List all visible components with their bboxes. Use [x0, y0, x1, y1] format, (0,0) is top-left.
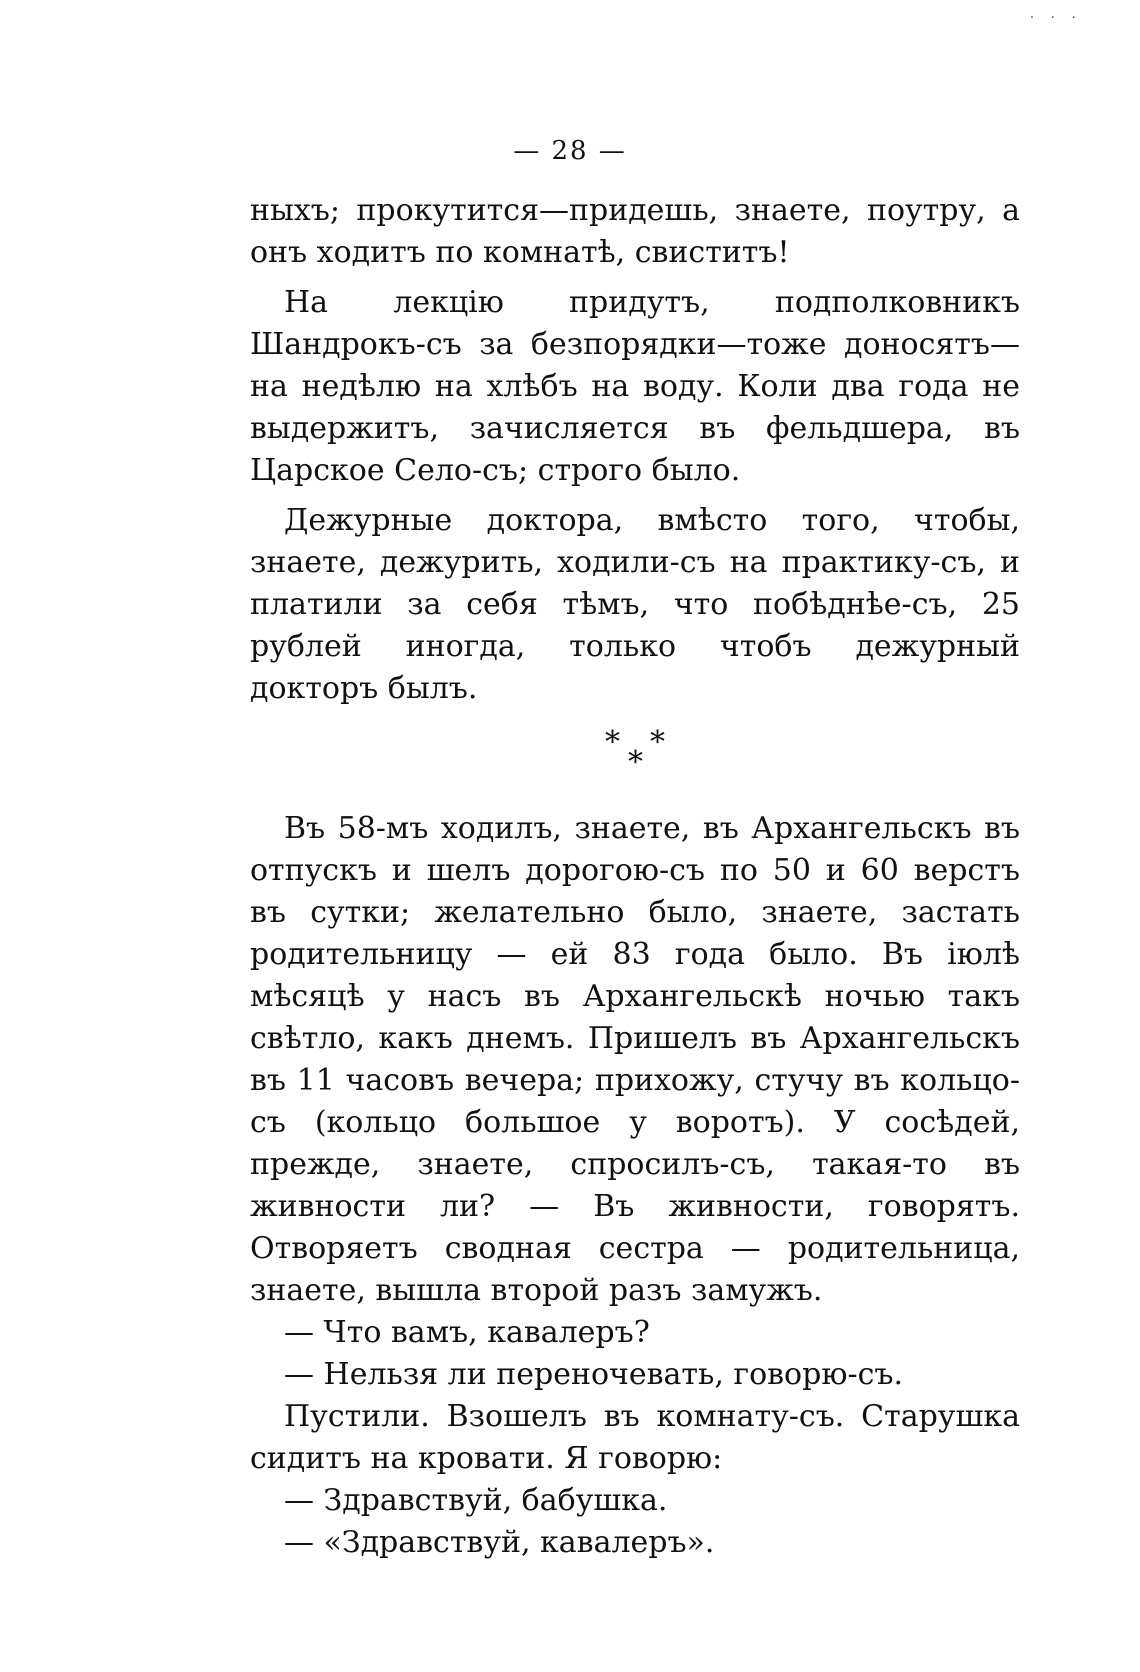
corner-marks: · · ·: [1029, 10, 1082, 26]
asterisk: *: [605, 725, 620, 760]
paragraph: Въ 58-мъ ходилъ, знаете, въ Архангельскъ въ отпускъ и шелъ дорогою-съ по 50 и 60 верстъ въ сутки; желательно было, знаете, застать родительницу — ей 83 года было. Въ іюлѣ мѣсяцѣ у насъ въ Архангельскѣ ночью такъ свѣтло, какъ днемъ. Пришелъ въ Архангельскъ въ 11 часовъ вечера; прихожу, стучу въ кольцо-съ (кольцо большое у воротъ). У сосѣдей, прежде, знаете, спросилъ-съ, такая-то въ живности ли? — Въ живности, говорятъ. Отворяетъ сводная сестра — родительница, знаете, вышла второй разъ замужъ.: [250, 811, 1020, 1308]
page-number: — 28 —: [513, 136, 627, 166]
section-separator: [250, 720, 1020, 792]
page-text: [250, 190, 1020, 1564]
paragraph: Пустили. Взошелъ въ комнату-съ. Старушка сидитъ на кровати. Я говорю:: [250, 1399, 1020, 1476]
paragraph: Дежурные доктора, вмѣсто того, чтобы, знаете, дежурить, ходили-съ на практику-съ, и платили за себя тѣмъ, что побѣднѣе-съ, 25 рублей иногда, только чтобъ дежурный докторъ былъ.: [250, 503, 1020, 706]
paragraph: ныхъ; прокутится—придешь, знаете, поутру, а онъ ходитъ по комнатѣ, свиститъ!: [250, 193, 1020, 270]
dialogue-line: — Что вамъ, кавалеръ?: [284, 1315, 650, 1350]
paragraph: На лекцію придутъ, подполковникъ Шандрокъ-съ за безпорядки—тоже доносятъ—на недѣлю на хлѣбъ на воду. Коли два года не выдержитъ, зачисляется въ фельдшера, въ Царское Село-съ; строго было.: [250, 285, 1020, 488]
asterisk: *: [650, 725, 665, 760]
dialogue-line: — Нельзя ли переночевать, говорю-съ.: [284, 1357, 903, 1392]
asterisk: *: [628, 745, 643, 780]
dialogue-line: — «Здравствуй, кавалеръ».: [284, 1525, 715, 1560]
dialogue-line: — Здравствуй, бабушка.: [284, 1483, 668, 1518]
